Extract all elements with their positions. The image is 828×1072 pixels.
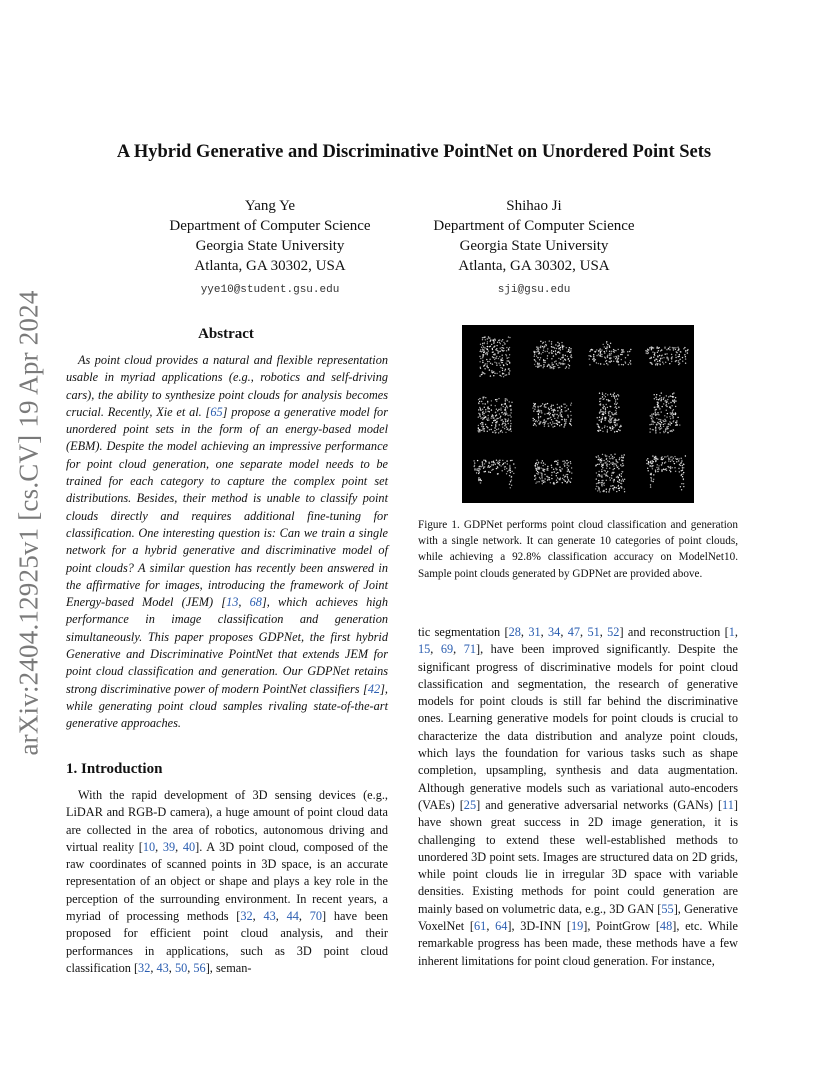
abstract-body: As point cloud provides a natural and flexible representation usable in myriad applications (e.g., robotics and self-driving cars), the ability to synthesize point clouds for analysis becomes crucial. Recently, Xie et al. [65] propose a generative model for unordered point sets in the form of an energy-based model (EBM). Despite the model achieving an impressive performance for point cloud generation, one separate model needs to be trained for each category to capture the complex point set distributions. Besides, their method is unable to classify point clouds directly and requires additional fine-tuning for classification. One interesting question is: Can we train a single network for a hybrid generative and discriminative model of point clouds? A similar question has recently been answered in the affirmative for images, introducing the framework of Joint Energy-based Model (JEM) [13, 68], which achieves high performance in image classification and generation simultaneously. This paper proposes GDPNet, the first hybrid Generative and Discriminative PointNet that extends JEM for point cloud classification and generation. Our GDPNet retains strong discriminative power of modern PointNet classifiers [42], while generating point cloud samples rivaling state-of-the-art generative approaches. <box>66 353 388 731</box>
citation-link[interactable]: 50 <box>174 960 188 975</box>
author-block-1 <box>150 196 390 300</box>
citation-link[interactable]: 68 <box>249 595 262 610</box>
paper-title: A Hybrid Generative and Discriminative PointNet on Unordered Point Sets <box>116 142 712 162</box>
bed-sample-icon <box>583 329 636 381</box>
citation-link[interactable]: 25 <box>463 797 477 812</box>
author-university: Georgia State University <box>459 238 609 254</box>
citation-link[interactable]: 32 <box>240 909 253 924</box>
bathtub-sample-icon <box>526 387 579 439</box>
citation-link[interactable]: 55 <box>661 901 674 916</box>
citation-link[interactable]: 28 <box>508 625 521 639</box>
author-department: Department of Computer Science <box>169 218 371 234</box>
citation-link[interactable]: 65 <box>210 404 223 419</box>
citation-link[interactable]: 61 <box>474 919 487 934</box>
figure-1-caption: Figure 1. GDPNet performs point cloud classification and generation with a single network. It can generate 10 categories of point clouds, while achieving a 92.8% classification accuracy on ModelNet10. Sample point clouds generated by GDPNet are provided above. <box>418 519 738 580</box>
citation-link[interactable]: 69 <box>440 642 454 657</box>
author-block-2 <box>414 196 654 300</box>
citation-link[interactable]: 10 <box>142 839 156 854</box>
table-sample-icon <box>468 446 521 498</box>
author-address: Atlanta, GA 30302, USA <box>458 258 610 274</box>
arxiv-stamp-text: arXiv:2404.12925v1 [cs.CV] 19 Apr 2024 <box>13 290 44 756</box>
section-heading-introduction: 1. Introduction <box>66 761 163 777</box>
citation-link[interactable]: 1 <box>728 625 735 639</box>
author-address: Atlanta, GA 30302, USA <box>194 258 346 274</box>
citation-link[interactable]: 51 <box>587 625 600 639</box>
author-university: Georgia State University <box>195 238 345 254</box>
citation-link[interactable]: 52 <box>607 625 620 639</box>
author-name: Yang Ye <box>244 198 296 214</box>
abstract-heading: Abstract <box>198 326 254 342</box>
author-email[interactable]: sji@gsu.edu <box>497 284 571 296</box>
author-department: Department of Computer Science <box>433 218 635 234</box>
citation-link[interactable]: 40 <box>182 839 196 854</box>
dresser-sample-icon <box>583 446 636 498</box>
citation-link[interactable]: 47 <box>567 625 581 639</box>
author-email[interactable]: yye10@student.gsu.edu <box>200 284 340 296</box>
citation-link[interactable]: 15 <box>418 642 431 657</box>
citation-link[interactable]: 43 <box>263 909 276 924</box>
desk-sample-icon <box>640 446 693 498</box>
citation-link[interactable]: 70 <box>309 909 322 924</box>
bathtub-sample-icon <box>526 446 579 498</box>
introduction-left-column: With the rapid development of 3D sensing devices (e.g., LiDAR and RGB-D camera), a huge amount of point cloud data are collected in the area of robotics, autonomous driving and virtual reality [10, 39, 40]. A 3D point cloud, composed of the raw coordinates of scanned points in 3D space, is an accurate representation of an object or shape and plays a key role in the perception of the surrounding environment. In recent years, a myriad of processing methods [32, 43, 44, 70] have been proposed for efficient point cloud analysis, and their performances in applications, such as 3D point cloud classification [32, 43, 50, 56], seman- <box>66 788 388 975</box>
citation-link[interactable]: 11 <box>722 797 734 812</box>
bed-sample-icon <box>640 329 693 381</box>
introduction-right-column: tic segmentation [28, 31, 34, 47, 51, 52] and reconstruction [1, 15, 69, 71], have been improved significantly. Despite the significant progress of discriminative models for point cloud classification and segmentation, the research of generative models for point clouds is still far behind the discriminative ones. Learning generative models for point clouds is crucial to characterize the data distribution and analyze point clouds, which lays the foundation for various tasks such as shape completion, upsampling, synthesis and data augmentation. Although generative models such as variational auto-encoders (VAEs) [25] and generative adversarial networks (GANs) [11] have shown great success in 2D image generation, it is challenging to extend these well-established methods to unordered 3D point sets. Images are structured data on 2D grids, while point clouds lie in irregular 3D space with variable densities. Existing methods for point could generation are mainly based on volumetric data, e.g., 3D GAN [55], Generative VoxelNet [61, 64], 3D-INN [19], PointGrow [48], etc. While remarkable progress has been made, these methods have a few inherent limitations for point cloud generation. For instance, <box>418 625 738 968</box>
citation-link[interactable]: 31 <box>528 625 541 639</box>
figure-1-image-grid <box>462 325 694 503</box>
nightstand-sample-icon <box>468 387 521 439</box>
toilet-sample-icon <box>640 387 693 439</box>
citation-link[interactable]: 13 <box>226 595 239 610</box>
author-name: Shihao Ji <box>506 198 562 214</box>
chair-sample-icon <box>583 387 636 439</box>
citation-link[interactable]: 64 <box>495 919 508 934</box>
citation-link[interactable]: 34 <box>548 625 561 639</box>
citation-link[interactable]: 71 <box>463 642 477 657</box>
citation-link[interactable]: 56 <box>193 960 206 975</box>
citation-link[interactable]: 43 <box>156 960 169 975</box>
citation-link[interactable]: 32 <box>138 960 151 975</box>
citation-link[interactable]: 48 <box>659 919 673 934</box>
citation-link[interactable]: 44 <box>286 909 299 924</box>
nightstand-sample-icon <box>468 329 521 381</box>
bathtub-sample-icon <box>526 329 579 381</box>
citation-link[interactable]: 39 <box>162 839 176 854</box>
arxiv-stamp <box>6 286 52 760</box>
citation-link[interactable]: 42 <box>367 681 381 696</box>
citation-link[interactable]: 19 <box>571 919 584 934</box>
